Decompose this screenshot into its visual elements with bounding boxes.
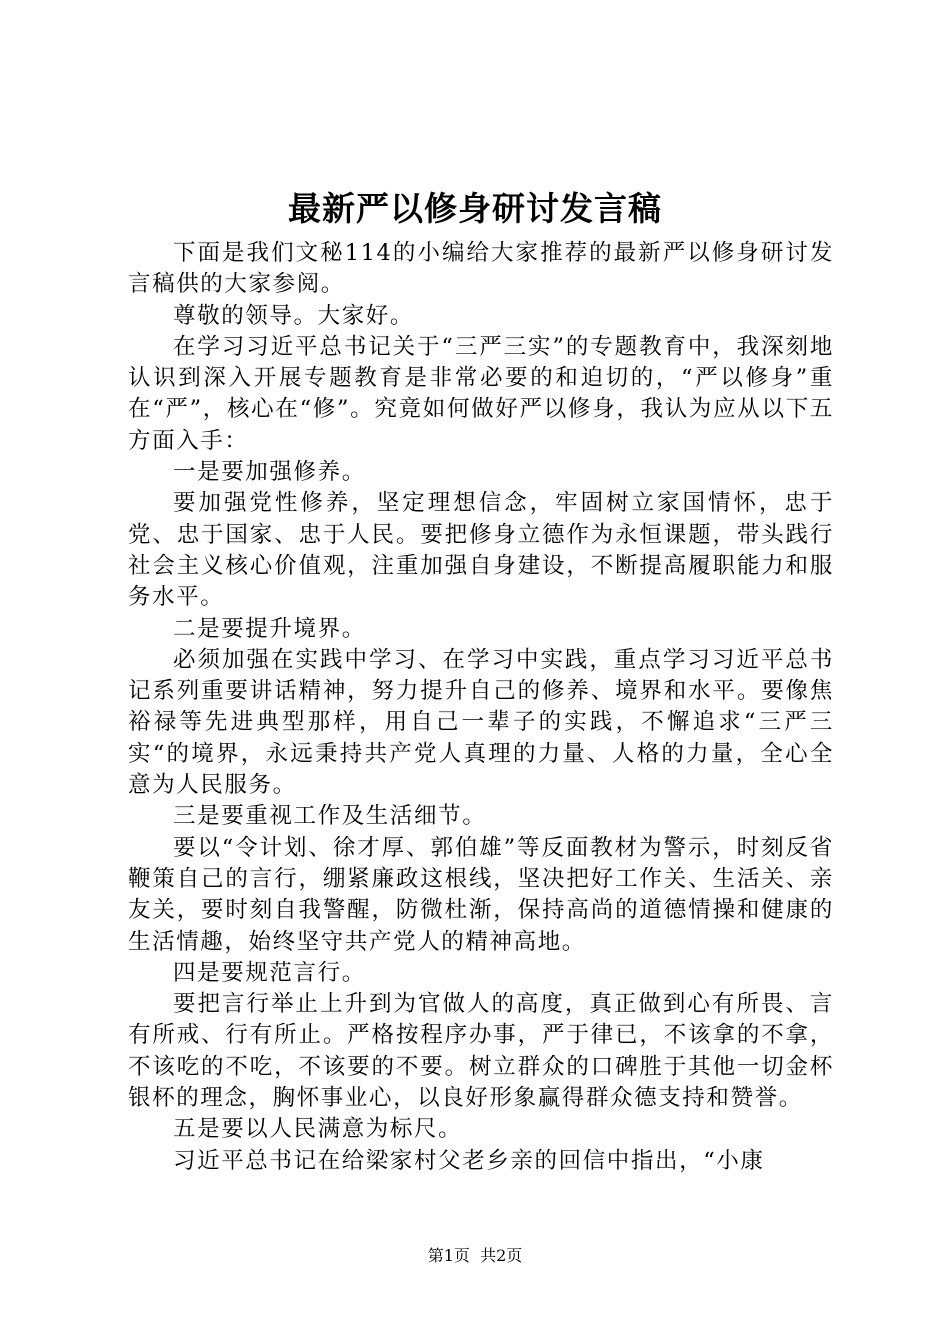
- paragraph-section-1: 要加强党性修养，坚定理想信念，牢固树立家国情怀，忠于党、忠于国家、忠于人民。要把修身立德作为永恒课题，带头践行社会主义核心价值观，注重加强自身建设，不断提高履职能力和服务水平。: [128, 490, 834, 611]
- paragraph-section-5: 习近平总书记在给梁家村父老乡亲的回信中指出，“小康: [173, 1147, 765, 1174]
- page-number-indicator: 第1页 共2页: [427, 1246, 523, 1265]
- paragraph-section-4: 要把言行举止上升到为官做人的高度，真正做到心有所畏、言有所戒、行有所止。严格按程序办事，严于律已，不该拿的不拿，不该吃的不吃，不该要的不要。树立群众的口碑胜于其他一切金杯银杯的理念，胸怀事业心，以良好形象赢得群众德支持和赞誉。: [128, 991, 834, 1112]
- page-footer: [0, 1245, 950, 1267]
- section-heading-2: 二是要提升境界。: [173, 615, 366, 642]
- paragraph-section-3: 要以“令计划、徐才厚、郭伯雄”等反面教材为警示，时刻反省鞭策自己的言行，绷紧廉政这根线，坚决把好工作关、生活关、亲友关，要时刻自我警醒，防微杜渐，保持高尚的道德情操和健康的生活情趣，始终坚守共产党人的精神高地。: [128, 834, 834, 955]
- section-heading-4: 四是要规范言行。: [173, 959, 366, 986]
- paragraph-opening: 在学习习近平总书记关于“三严三实”的专题教育中，我深刻地认识到深入开展专题教育是非常必要的和迫切的，“严以修身”重在“严”，核心在“修”。究竟如何做好严以修身，我认为应从以下五方面入手：: [128, 333, 834, 454]
- paragraph-section-2: 必须加强在实践中学习、在学习中实践，重点学习习近平总书记系列重要讲话精神，努力提升自己的修养、境界和水平。要像焦裕禄等先进典型那样，用自己一辈子的实践，不懈追求“三严三实“的境界，永远秉持共产党人真理的力量、人格的力量，全心全意为人民服务。: [128, 646, 834, 799]
- paragraph-greeting: 尊敬的领导。大家好。: [173, 302, 415, 329]
- section-heading-1: 一是要加强修养。: [173, 459, 366, 486]
- section-heading-5: 五是要以人民满意为标尺。: [173, 1116, 463, 1143]
- paragraph-intro: 下面是我们文秘114的小编给大家推荐的最新严以修身研讨发言稿供的大家参阅。: [128, 240, 834, 298]
- section-heading-3: 三是要重视工作及生活细节。: [173, 803, 487, 830]
- document-body: [128, 238, 834, 1177]
- document-title: 最新严以修身研讨发言稿: [288, 189, 662, 228]
